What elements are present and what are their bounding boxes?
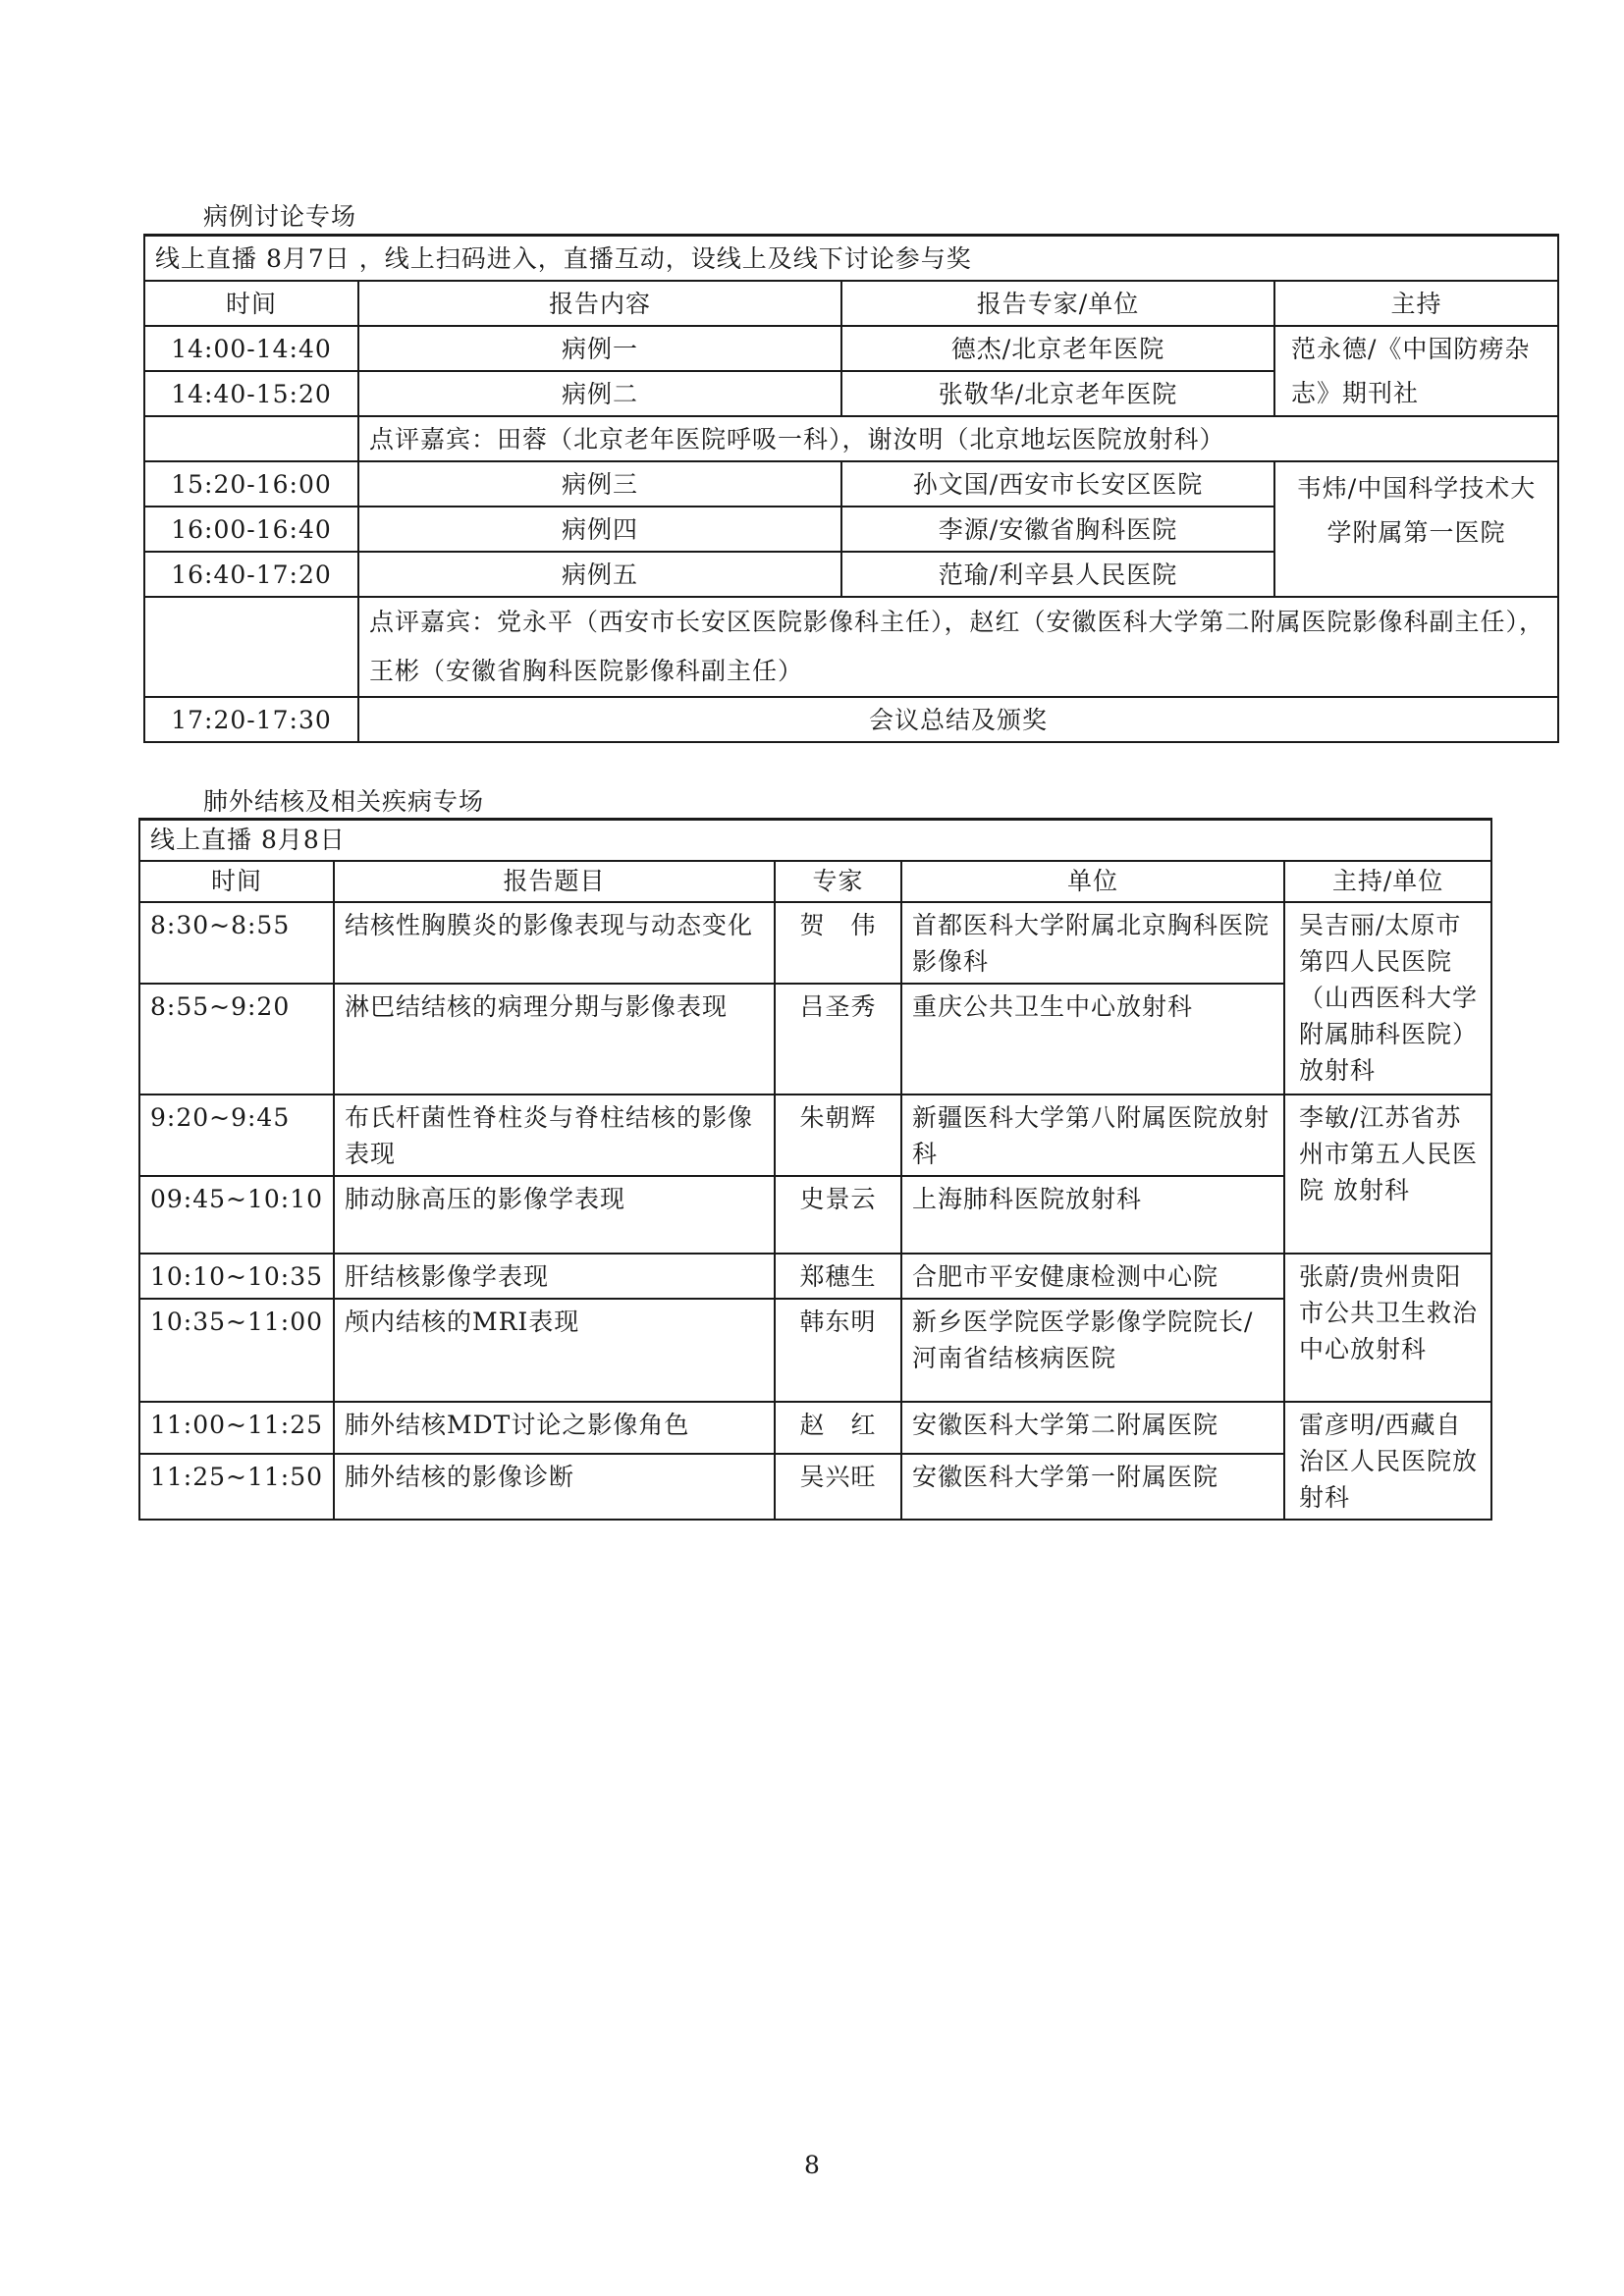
topic-cell: 结核性胸膜炎的影像表现与动态变化 [334,902,775,984]
column-header: 主持/单位 [1284,861,1491,902]
column-header: 专家 [775,861,901,902]
host-cell: 吴吉丽/太原市第四人民医院（山西医科大学附属肺科医院）放射科 [1284,902,1491,1095]
expert-cell: 张敬华/北京老年医院 [841,371,1274,416]
expert-cell: 赵 红 [775,1402,901,1454]
topic-cell: 肝结核影像学表现 [334,1254,775,1299]
column-header: 报告内容 [358,281,841,326]
table-row [139,1095,1491,1176]
unit-cell: 新乡医学院医学影像学院院长/河南省结核病医院 [901,1299,1284,1402]
empty-cell [144,416,358,461]
time-cell: 10:35~11:00 [139,1299,334,1402]
unit-cell: 安徽医科大学第一附属医院 [901,1454,1284,1520]
content-cell: 病例二 [358,371,841,416]
unit-cell: 合肥市平安健康检测中心院 [901,1254,1284,1299]
time-cell: 14:40-15:20 [144,371,358,416]
closing-cell: 会议总结及颁奖 [358,697,1558,742]
content-cell: 病例四 [358,507,841,552]
section2-title: 肺外结核及相关疾病专场 [203,787,485,816]
topic-cell: 肺外结核MDT讨论之影像角色 [334,1402,775,1454]
column-header: 单位 [901,861,1284,902]
time-cell: 11:00~11:25 [139,1402,334,1454]
table-row [144,597,1558,697]
content-cell: 病例三 [358,461,841,507]
column-header: 时间 [139,861,334,902]
host-cell: 雷彦明/西藏自治区人民医院放射科 [1284,1402,1491,1520]
expert-cell: 韩东明 [775,1299,901,1402]
section2-banner: 线上直播 8月8日 [139,820,1491,862]
table-row [144,416,1558,461]
extrapulmonary-tb-table [138,818,1492,1521]
host-cell: 范永德/《中国防痨杂志》期刊社 [1274,326,1558,416]
topic-cell: 布氏杆菌性脊柱炎与脊柱结核的影像表现 [334,1095,775,1176]
time-cell: 8:30~8:55 [139,902,334,984]
unit-cell: 安徽医科大学第二附属医院 [901,1402,1284,1454]
table-row [144,461,1558,507]
page-number: 8 [804,2151,820,2179]
expert-cell: 德杰/北京老年医院 [841,326,1274,371]
expert-cell: 孙文国/西安市长安区医院 [841,461,1274,507]
section1-banner: 线上直播 8月7日 ，线上扫码进入，直播互动，设线上及线下讨论参与奖 [144,236,1558,282]
empty-cell [144,597,358,697]
table-row [139,1254,1491,1299]
review-guests: 点评嘉宾：田蓉（北京老年医院呼吸一科），谢汝明（北京地坛医院放射科） [358,416,1558,461]
topic-cell: 肺动脉高压的影像学表现 [334,1176,775,1254]
time-cell: 11:25~11:50 [139,1454,334,1520]
time-cell: 14:00-14:40 [144,326,358,371]
review-guests: 点评嘉宾：党永平（西安市长安区医院影像科主任），赵红（安徽医科大学第二附属医院影像科副主任），王彬（安徽省胸科医院影像科副主任） [358,597,1558,697]
host-cell: 韦炜/中国科学技术大学附属第一医院 [1274,461,1558,597]
unit-cell: 上海肺科医院放射科 [901,1176,1284,1254]
topic-cell: 淋巴结结核的病理分期与影像表现 [334,984,775,1095]
content-cell: 病例五 [358,552,841,597]
table-header-row [144,281,1558,326]
time-cell: 8:55~9:20 [139,984,334,1095]
time-cell: 16:40-17:20 [144,552,358,597]
table-row [139,1402,1491,1454]
expert-cell: 朱朝辉 [775,1095,901,1176]
table-row [139,820,1491,862]
expert-cell: 郑穗生 [775,1254,901,1299]
expert-cell: 李源/安徽省胸科医院 [841,507,1274,552]
expert-cell: 史景云 [775,1176,901,1254]
time-cell: 10:10~10:35 [139,1254,334,1299]
unit-cell: 重庆公共卫生中心放射科 [901,984,1284,1095]
table-row [139,902,1491,984]
topic-cell: 颅内结核的MRI表现 [334,1299,775,1402]
expert-cell: 范瑜/利辛县人民医院 [841,552,1274,597]
unit-cell: 新疆医科大学第八附属医院放射科 [901,1095,1284,1176]
table-row [144,697,1558,742]
expert-cell: 吴兴旺 [775,1454,901,1520]
unit-cell: 首都医科大学附属北京胸科医院影像科 [901,902,1284,984]
column-header: 主持 [1274,281,1558,326]
content-cell: 病例一 [358,326,841,371]
case-discussion-table [143,234,1559,743]
table-row [144,236,1558,282]
time-cell: 9:20~9:45 [139,1095,334,1176]
host-cell: 张蔚/贵州贵阳市公共卫生救治中心放射科 [1284,1254,1491,1402]
topic-cell: 肺外结核的影像诊断 [334,1454,775,1520]
column-header: 报告题目 [334,861,775,902]
time-cell: 16:00-16:40 [144,507,358,552]
expert-cell: 贺 伟 [775,902,901,984]
time-cell: 15:20-16:00 [144,461,358,507]
expert-cell: 吕圣秀 [775,984,901,1095]
time-cell: 17:20-17:30 [144,697,358,742]
time-cell: 09:45~10:10 [139,1176,334,1254]
table-row [144,326,1558,371]
section1-title: 病例讨论专场 [203,202,357,231]
host-cell: 李敏/江苏省苏州市第五人民医院 放射科 [1284,1095,1491,1254]
table-header-row [139,861,1491,902]
column-header: 报告专家/单位 [841,281,1274,326]
column-header: 时间 [144,281,358,326]
